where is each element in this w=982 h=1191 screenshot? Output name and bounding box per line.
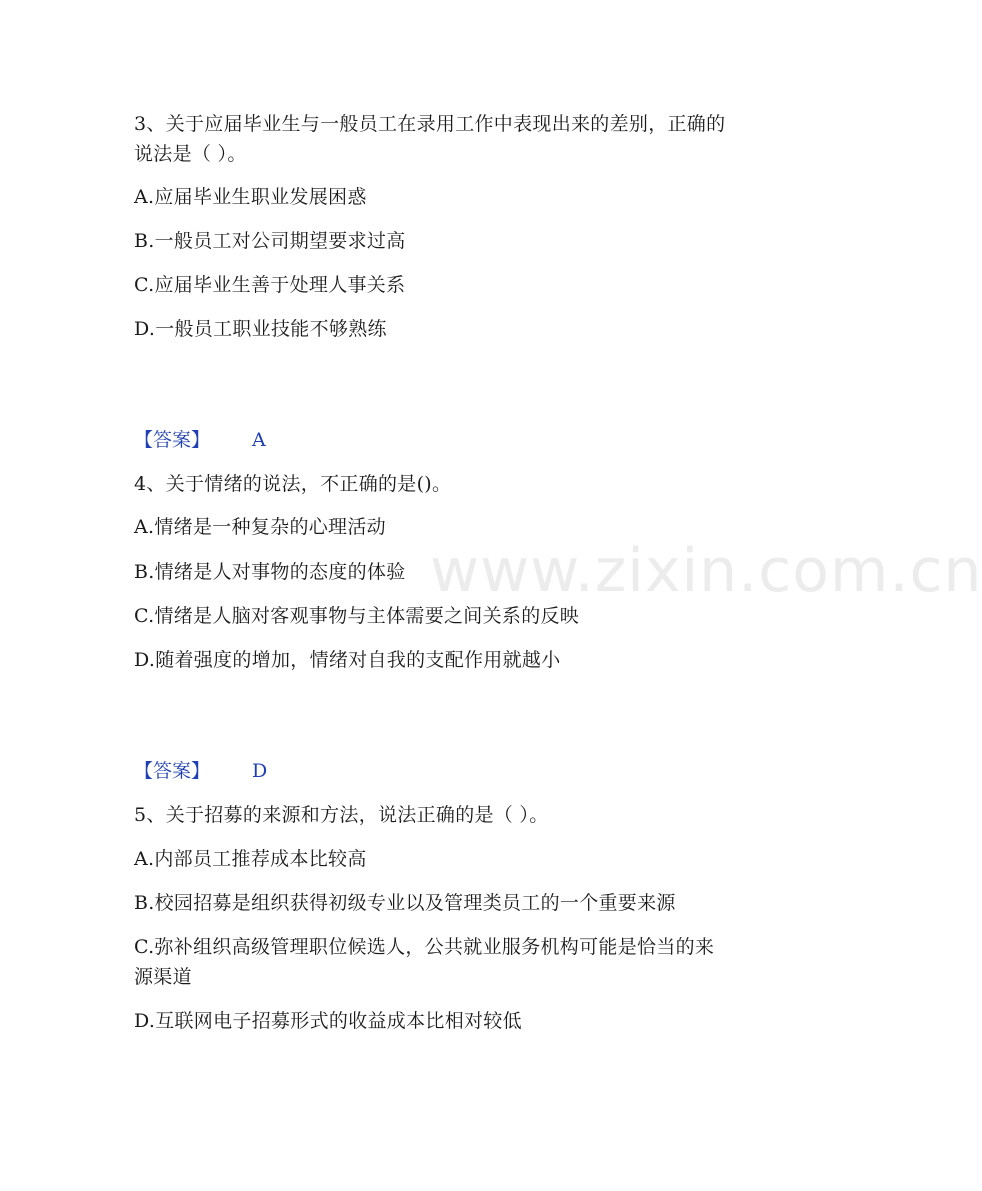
question-4-answer [134,759,268,783]
question-3-answer [134,428,266,452]
watermark: www.zixin.com.cn [430,536,982,606]
question-3-option-c: C.应届毕业生善于处理人事关系 [134,274,406,296]
question-3-stem-cont: 说法是（ ）。 [134,143,247,165]
question-3-stem: 3、关于应届毕业生与一般员工在录用工作中表现出来的差别，正确的 [134,113,726,135]
question-3-option-d: D.一般员工职业技能不够熟练 [134,318,387,340]
answer-label: 【答案】 [134,760,211,782]
question-5-stem: 5、关于招募的来源和方法，说法正确的是（ ）。 [134,804,549,826]
question-3-option-b: B.一般员工对公司期望要求过高 [134,230,406,252]
question-4-option-b: B.情绪是人对事物的态度的体验 [134,561,406,583]
question-4-stem: 4、关于情绪的说法，不正确的是()。 [134,473,452,495]
question-4-option-c: C.情绪是人脑对客观事物与主体需要之间关系的反映 [134,605,580,627]
answer-value: A [252,429,266,451]
question-5-option-c-cont: 源渠道 [134,966,192,988]
answer-label: 【答案】 [134,429,211,451]
question-3-option-a: A.应届毕业生职业发展困惑 [134,186,367,208]
question-5-option-a: A.内部员工推荐成本比较高 [134,848,367,870]
question-4-option-d: D.随着强度的增加，情绪对自我的支配作用就越小 [134,649,561,671]
question-5-option-c: C.弥补组织高级管理职位候选人，公共就业服务机构可能是恰当的来 [134,936,715,958]
question-5-option-b: B.校园招募是组织获得初级专业以及管理类员工的一个重要来源 [134,892,676,914]
answer-value: D [252,760,268,782]
question-4-option-a: A.情绪是一种复杂的心理活动 [134,516,386,538]
question-5-option-d: D.互联网电子招募形式的收益成本比相对较低 [134,1010,522,1032]
